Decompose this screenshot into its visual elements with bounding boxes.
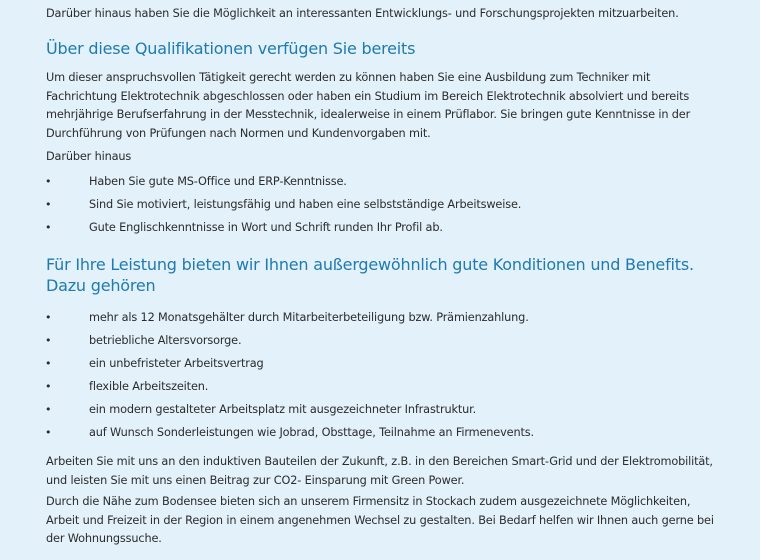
list-item-text: Sind Sie motiviert, leistungsfähig und haben eine selbstständige Arbeitsweise. [89,198,522,211]
qualifications-heading: Über diese Qualifikationen verfügen Sie bereits [46,39,416,58]
benefits-heading-line1: Für Ihre Leistung bieten wir Ihnen außergewöhnlich gute Konditionen und Benefits. [46,255,694,274]
list-item-text: Haben Sie gute MS-Office und ERP-Kenntnisse. [89,175,347,188]
list-item [46,332,726,355]
bullet-icon: • [45,426,52,439]
list-item-text: ein modern gestalteter Arbeitsplatz mit ausgezeichneter Infrastruktur. [89,403,477,416]
bullet-icon: • [45,380,52,393]
list-item-text: auf Wunsch Sonderleistungen wie Jobrad, Obsttage, Teilnahme an Firmenevents. [89,426,534,439]
list-item-text: flexible Arbeitszeiten. [89,380,209,393]
bullet-icon: • [45,221,52,234]
list-item [46,424,726,447]
list-item [46,355,726,378]
list-item [46,196,726,219]
list-item-text: ein unbefristeter Arbeitsvertrag [89,357,264,370]
qualifications-list [46,173,726,242]
list-item-text: mehr als 12 Monatsgehälter durch Mitarbeiterbeteiligung bzw. Prämienzahlung. [89,311,529,324]
bullet-icon: • [45,334,52,347]
bullet-icon: • [45,175,52,188]
list-item-text: betriebliche Altersvorsorge. [89,334,242,347]
qualifications-subheading: Darüber hinaus [46,150,132,163]
bullet-icon: • [45,311,52,324]
closing-paragraph-future: Arbeiten Sie mit uns an den induktiven Bauteilen der Zukunft, z.B. in den Bereichen Smart-Grid und der Elektromobilität, und leisten Sie mit uns einen Beitrag zur CO2- Einsparung mit Green Power. [46,455,713,487]
bullet-icon: • [45,403,52,416]
qualifications-paragraph: Um dieser anspruchsvollen Tätigkeit gerecht werden zu können haben Sie eine Ausbildung zum Techniker mit Fachrichtung Elektrotechnik abgeschlossen oder haben ein Studium im Bereich Elektrotechnik absolviert und bereits mehrjährige Berufserfahrung in der Messtechnik, idealerweise in einem Prüflabor. Sie bringen gute Kenntnisse in der Durchführung von Prüfungen nach Normen und Kundenvorgaben mit. [46,71,691,140]
bullet-icon: • [45,357,52,370]
benefits-heading [46,254,726,296]
benefits-heading-line2: Dazu gehören [46,276,156,295]
intro-paragraph: Darüber hinaus haben Sie die Möglichkeit an interessanten Entwicklungs- und Forschungsprojekten mitzuarbeiten. [46,7,679,20]
list-item-text: Gute Englischkenntnisse in Wort und Schrift runden Ihr Profil ab. [89,221,443,234]
closing-paragraph-location: Durch die Nähe zum Bodensee bieten sich an unserem Firmensitz in Stockach zudem ausgezeichnete Möglichkeiten, Arbeit und Freizeit in der Region in einem angenehmen Wechsel zu gestalten. Bei Bedarf helfen wir Ihnen auch gerne bei der Wohnungssuche. [46,495,714,546]
list-item [46,173,726,196]
benefits-list [46,309,726,447]
bullet-icon: • [45,198,52,211]
list-item [46,309,726,332]
list-item [46,219,726,242]
list-item [46,401,726,424]
list-item [46,378,726,401]
